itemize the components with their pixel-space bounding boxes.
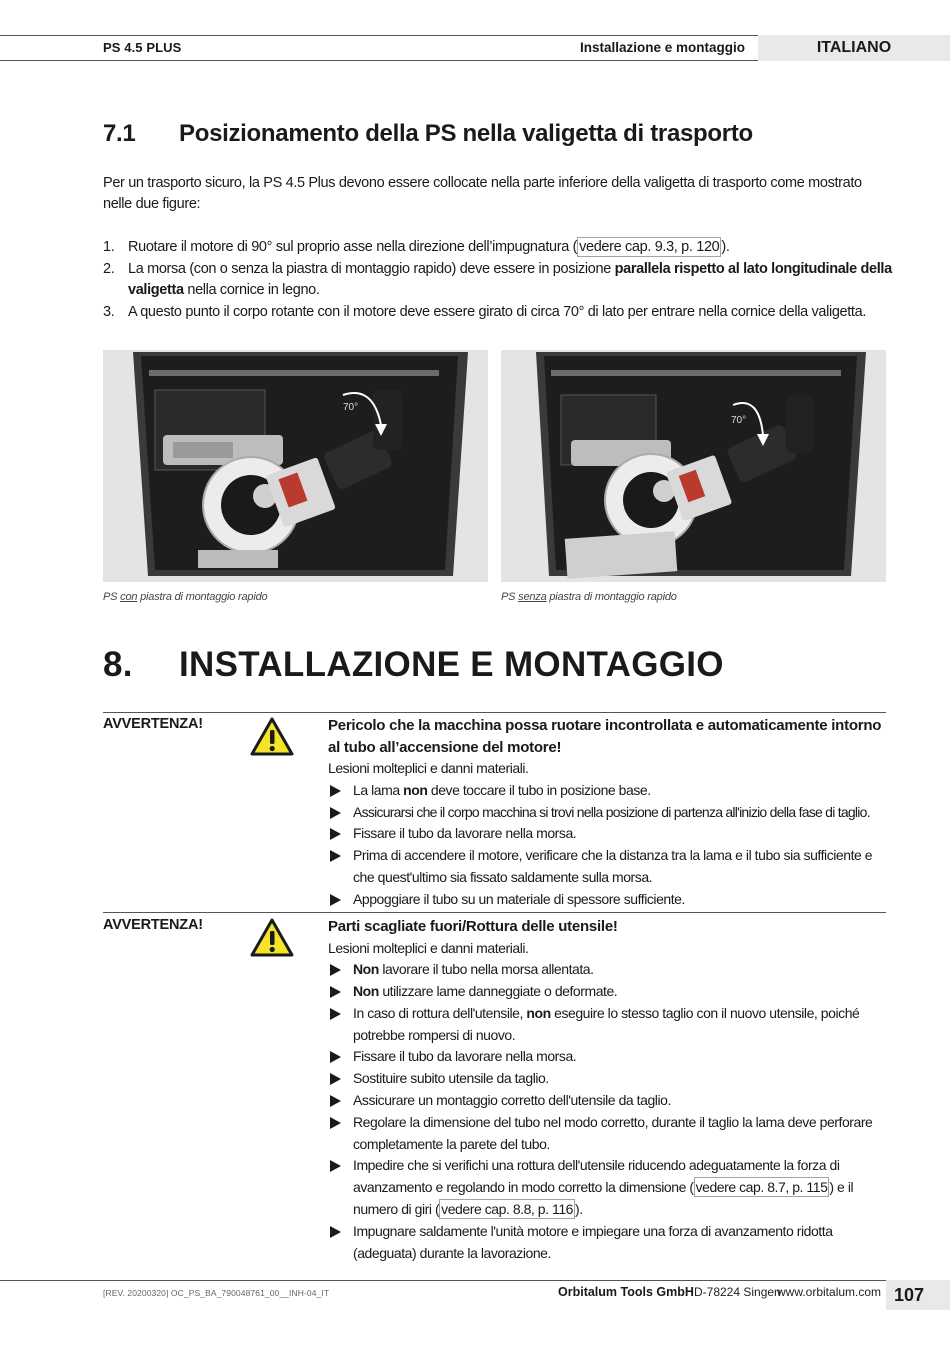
list-item: La lama non deve toccare il tubo in posizione base. xyxy=(328,780,888,802)
footer-address: D-78224 Singen xyxy=(694,1285,781,1299)
list-item: Non lavorare il tubo nella morsa allentata. xyxy=(328,959,888,981)
arrow-bullet-icon xyxy=(330,828,341,840)
section-7-1-intro: Per un trasporto sicuro, la PS 4.5 Plus devono essere collocate nella parte inferiore della valigetta di trasporto come mostrato nelle due figure: xyxy=(103,175,862,212)
case-photo-illustration xyxy=(501,350,886,582)
list-item: 2. La morsa (con o senza la piastra di montaggio rapido) deve essere in posizione parallela rispetto al lato longitudinale della valigetta nella cornice in legno. xyxy=(103,260,892,298)
table-rule xyxy=(103,712,886,713)
warning-content xyxy=(328,916,888,1264)
list-item: Impugnare saldamente l'unità motore e impiegare una forza di avanzamento ridotta (adeguata) durante la lavorazione. xyxy=(328,1221,888,1265)
case-photo-illustration xyxy=(103,350,488,582)
cross-reference-link[interactable]: vedere cap. 8.8, p. 116 xyxy=(441,1201,573,1218)
section-number: 7.1 xyxy=(103,120,136,147)
rotation-angle-label: 70° xyxy=(731,415,747,426)
cross-reference-link[interactable]: vedere cap. 8.7, p. 115 xyxy=(695,1179,828,1196)
list-item: In caso di rottura dell'utensile, non eseguire lo stesso taglio con il nuovo utensile, poiché potrebbe rompersi di nuovo. xyxy=(328,1003,888,1047)
page-number: 107 xyxy=(886,1280,950,1310)
section-number: 8. xyxy=(103,645,133,684)
arrow-bullet-icon xyxy=(330,785,341,797)
section-8-heading xyxy=(103,645,724,685)
warning-title: Parti scagliate fuori/Rottura delle utensile! xyxy=(328,918,618,935)
arrow-bullet-icon xyxy=(330,1160,341,1172)
footer-website[interactable]: www.orbitalum.com xyxy=(777,1285,882,1299)
list-item: Appoggiare il tubo su un materiale di spessore sufficiente. xyxy=(328,889,888,911)
header-language-tab: ITALIANO xyxy=(758,35,950,61)
footer-rule xyxy=(0,1280,886,1281)
list-item: 3. A questo punto il corpo rotante con il motore deve essere girato di circa 70° di lato per entrare nella cornice della valigetta. xyxy=(103,303,867,320)
list-item: Assicurare un montaggio corretto dell'utensile da taglio. xyxy=(328,1090,888,1112)
list-item: Fissare il tubo da lavorare nella morsa. xyxy=(328,823,888,845)
cross-reference-link[interactable]: vedere cap. 9.3, p. 120 xyxy=(579,239,720,255)
warning-content xyxy=(328,715,888,911)
instruction-list xyxy=(103,237,893,323)
warning-triangle-icon xyxy=(250,918,294,958)
figure-case-without-plate xyxy=(501,350,886,582)
arrow-bullet-icon xyxy=(330,850,341,862)
warning-subtitle: Lesioni molteplici e danni materiali. xyxy=(328,760,529,776)
warning-label: AVVERTENZA! xyxy=(103,716,203,732)
section-title: Posizionamento della PS nella valigetta di trasporto xyxy=(179,120,753,147)
arrow-bullet-icon xyxy=(330,894,341,906)
arrow-bullet-icon xyxy=(330,1095,341,1107)
arrow-bullet-icon xyxy=(330,807,341,819)
arrow-bullet-icon xyxy=(330,1117,341,1129)
arrow-bullet-icon xyxy=(330,1226,341,1238)
table-rule xyxy=(103,912,886,913)
header-chapter: Installazione e montaggio xyxy=(579,40,745,55)
list-item: Fissare il tubo da lavorare nella morsa. xyxy=(328,1046,888,1068)
header-bottom-rule xyxy=(0,60,758,61)
section-7-1-heading xyxy=(103,120,753,148)
list-item: Impedire che si verifichi una rottura dell'utensile riducendo adeguatamente la forza di avanzamento e regolando in modo corretto la dimensione ( vedere cap. 8.7, p. 115 ) e il numero di giri ( vedere cap. 8.8, p. 116 ). xyxy=(328,1155,888,1220)
list-item: Sostituire subito utensile da taglio. xyxy=(328,1068,888,1090)
footer-revision: [REV. 20200320] OC_PS_BA_790048761_00__INH-04_IT xyxy=(103,1288,330,1298)
arrow-bullet-icon xyxy=(330,1008,341,1020)
section-title: INSTALLAZIONE E MONTAGGIO xyxy=(179,645,724,684)
arrow-bullet-icon xyxy=(330,1073,341,1085)
list-item: Regolare la dimensione del tubo nel modo corretto, durante il taglio la lama deve perforare completamente la parete del tubo. xyxy=(328,1112,888,1156)
figure-caption: PS con piastra di montaggio rapido xyxy=(103,591,268,603)
arrow-bullet-icon xyxy=(330,986,341,998)
arrow-bullet-icon xyxy=(330,1051,341,1063)
warning-subtitle: Lesioni molteplici e danni materiali. xyxy=(328,939,529,956)
figure-case-with-plate xyxy=(103,350,488,582)
header-product: PS 4.5 PLUS xyxy=(103,40,182,55)
list-item: Non utilizzare lame danneggiate o deformate. xyxy=(328,981,888,1003)
list-item: Prima di accendere il motore, verificare che la distanza tra la lama e il tubo sia sufficiente e che quest'ultimo sia fissato saldamente sulla morsa. xyxy=(328,845,888,889)
list-item: Assicurarsi che il corpo macchina si trovi nella posizione di partenza all'inizio della fase di taglio. xyxy=(328,802,888,824)
rotation-angle-label: 70° xyxy=(343,402,359,413)
warning-triangle-icon xyxy=(250,717,294,757)
arrow-bullet-icon xyxy=(330,964,341,976)
figure-caption: PS senza piastra di montaggio rapido xyxy=(501,591,677,603)
list-item: 1. Ruotare il motore di 90° sul proprio asse nella direzione dell’impugnatura ( vedere cap. 9.3, p. 120 ). xyxy=(103,239,730,255)
footer-company: Orbitalum Tools GmbH xyxy=(558,1285,694,1299)
warning-label: AVVERTENZA! xyxy=(103,917,203,933)
warning-title: Pericolo che la macchina possa ruotare incontrollata e automaticamente intorno al tubo all’accensione del motore! xyxy=(328,717,882,756)
